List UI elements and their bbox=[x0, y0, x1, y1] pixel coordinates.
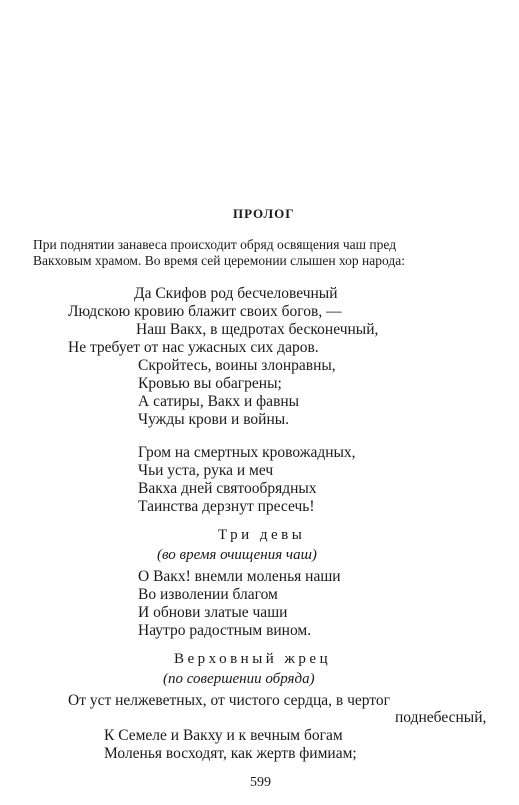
verse-line: Наутро радостным вином. bbox=[138, 622, 312, 639]
verse-line: Чужды крови и войны. bbox=[138, 411, 290, 428]
verse-line: Гром на смертных кровожадных, bbox=[138, 444, 356, 461]
stage-direction-line: Вакховым храмом. Во время сей церемонии слышен хор народа: bbox=[33, 253, 405, 268]
verse-line: О Вакх! внемли моленья наши bbox=[138, 568, 341, 585]
verse-line: Наш Вакх, в щедротах бесконечный, bbox=[136, 321, 379, 338]
stage-direction: (по совершении обряда) bbox=[163, 671, 315, 687]
verse-line: Не требует от нас ужасных сих даров. bbox=[68, 339, 319, 356]
verse-line: Таинства дерзнут пресечь! bbox=[138, 498, 315, 515]
verse-line: Чьи уста, рука и меч bbox=[138, 462, 274, 479]
verse-line: Вакха дней святообрядных bbox=[138, 480, 317, 497]
verse-line: Кровью вы обагрены; bbox=[138, 375, 282, 392]
verse-line: Моленья восходят, как жертв фимиам; bbox=[104, 745, 357, 762]
verse-line: Людскою кровию блажит своих богов, — bbox=[68, 303, 342, 320]
speaker-name: Три девы bbox=[218, 527, 306, 543]
speaker-name: Верховный жрец bbox=[174, 651, 332, 667]
verse-line: От уст нелжеветных, от чистого сердца, в чертог bbox=[68, 692, 390, 709]
page-title: ПРОЛОГ bbox=[233, 206, 295, 221]
verse-line: Да Скифов род бесчеловечный bbox=[134, 285, 338, 302]
verse-line: Скройтесь, воины злонравны, bbox=[138, 357, 336, 374]
stage-direction-line: При поднятии занавеса происходит обряд освящения чаш пред bbox=[33, 237, 397, 252]
verse-line: К Семеле и Вакху и к вечным богам bbox=[104, 727, 343, 744]
verse-line: И обнови златые чаши bbox=[138, 604, 288, 621]
verse-line: Во изволении благом bbox=[138, 586, 278, 603]
stage-direction: (во время очищения чаш) bbox=[157, 547, 317, 563]
verse-line: поднебесный, bbox=[395, 709, 487, 726]
page-number: 599 bbox=[250, 775, 271, 790]
verse-line: А сатиры, Вакх и фавны bbox=[138, 393, 300, 410]
